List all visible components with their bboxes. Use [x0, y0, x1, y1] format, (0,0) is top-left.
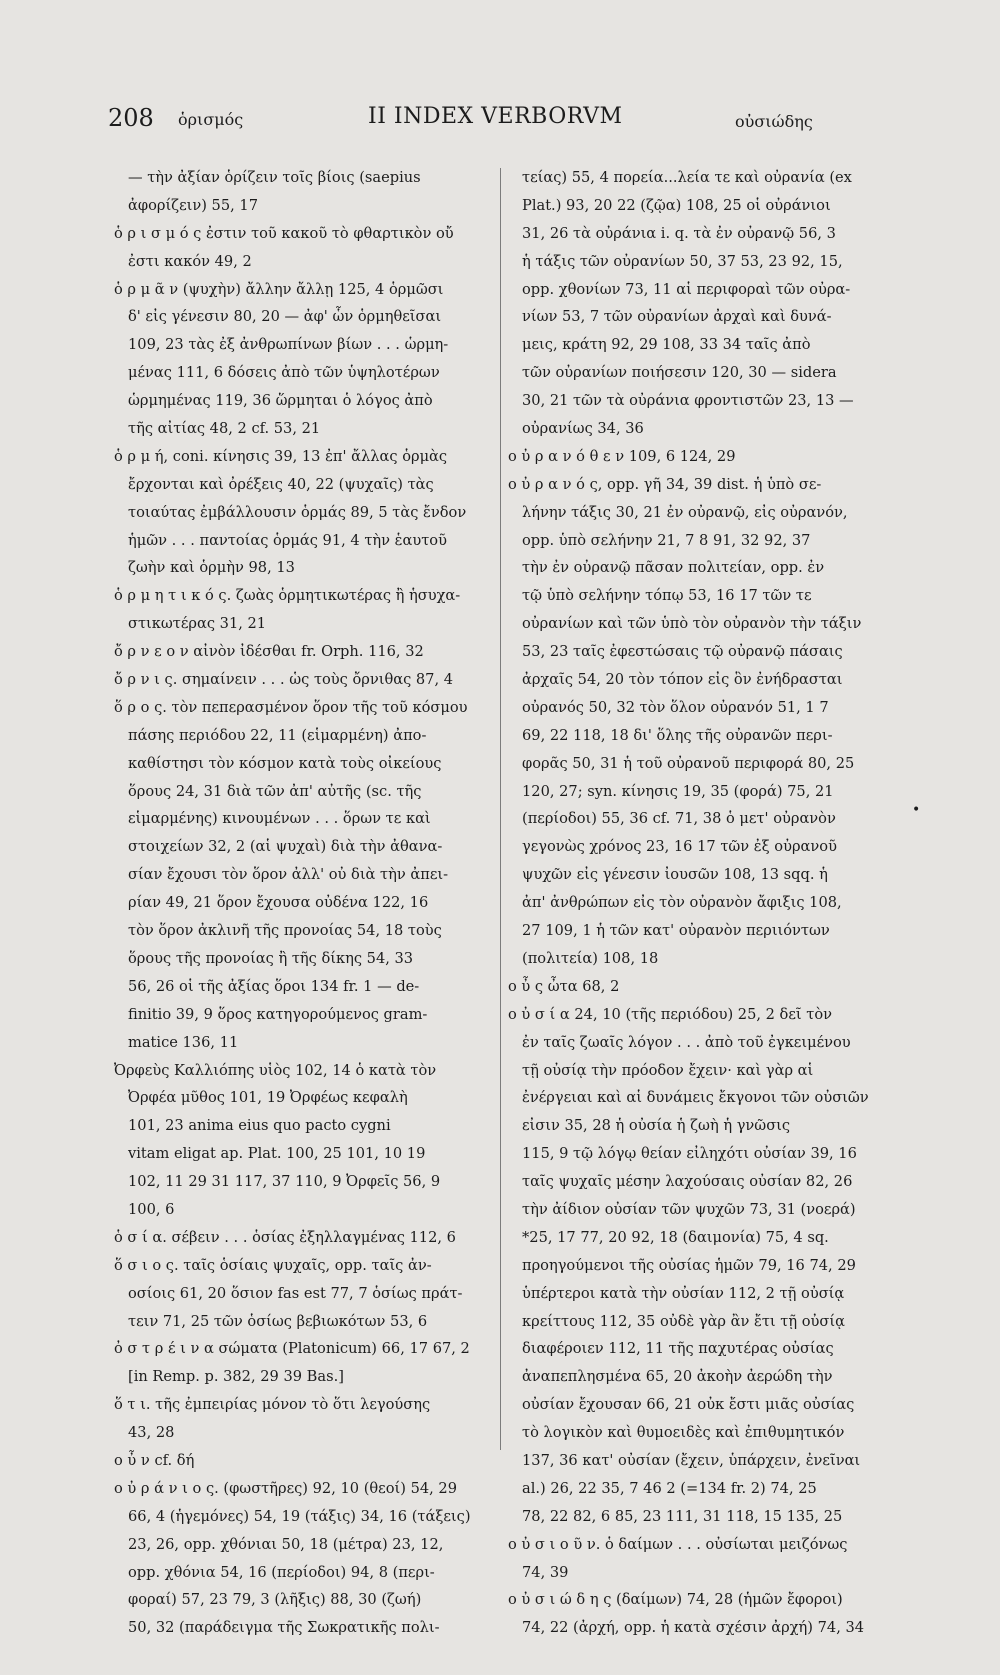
index-line: τῆς αἰτίας 48, 2 cf. 53, 21 [128, 420, 321, 438]
index-line: ο ὐ ρ ά ν ι ο ς. (φωστῆρες) 92, 10 (θεοί) 54, 29 [114, 1479, 457, 1497]
index-line: 66, 4 (ἡγεμόνες) 54, 19 (τάξις) 34, 16 (τάξεις) [128, 1507, 471, 1525]
index-line: κρείττους 112, 35 οὐδὲ γὰρ ἂν ἔτι τῇ οὐσίᾳ [522, 1312, 845, 1330]
index-line: *25, 17 77, 20 92, 18 (δαιμονία) 75, 4 sq. [522, 1228, 829, 1246]
index-line: ψυχῶν εἰς γένεσιν ἰουσῶν 108, 13 sqq. ἡ [522, 866, 828, 884]
index-line: Ὀρφεὺς Καλλιόπης υἱὸς 102, 14 ὁ κατὰ τὸν [114, 1061, 437, 1079]
index-line: 115, 9 τῷ λόγῳ θείαν εἰληχότι οὐσίαν 39, 16 [522, 1145, 857, 1163]
index-line: φοραί) 57, 23 79, 3 (λῆξις) 88, 30 (ζωή) [128, 1591, 422, 1609]
column-divider [500, 168, 501, 1450]
index-line: 43, 28 [128, 1424, 175, 1442]
margin-mark: • [912, 802, 921, 818]
index-line: τοιαύτας ἐμβάλλουσιν ὁρμάς 89, 5 τὰς ἔνδον [128, 503, 467, 521]
index-line: πάσης περιόδου 22, 11 (εἱμαρμένη) ἀπο- [128, 726, 427, 744]
index-line: finitio 39, 9 ὅρος κατηγορούμενος gram- [128, 1005, 428, 1023]
index-line: 27 109, 1 ἡ τῶν κατ' οὐρανὸν περιιόντων [522, 922, 830, 940]
index-line: λήνην τάξις 30, 21 ἐν οὐρανῷ, εἰς οὐρανόν, [522, 503, 848, 521]
index-line: στοιχείων 32, 2 (αἱ ψυχαὶ) διὰ τὴν ἀθανα- [128, 838, 443, 856]
index-line: ὅ σ ι ο ς. ταῖς ὁσίαις ψυχαῖς, opp. ταῖς ἀν- [114, 1256, 432, 1274]
index-line: 74, 22 (ἀρχή, opp. ἡ κατὰ σχέσιν ἀρχή) 74, 34 [522, 1619, 865, 1637]
index-line: γεγονὼς χρόνος 23, 16 17 τῶν ἐξ οὐρανοῦ [522, 838, 837, 856]
index-line: εἱμαρμένης) κινουμένων . . . ὅρων τε καὶ [128, 810, 431, 828]
index-line: ὅρους τῆς προνοίας ἢ τῆς δίκης 54, 33 [128, 949, 414, 967]
index-line: τῇ οὐσίᾳ τὴν πρόοδον ἔχειν· καὶ γὰρ αἱ [522, 1061, 814, 1079]
index-line: 50, 32 (παράδειγμα τῆς Σωκρατικῆς πολι- [128, 1619, 440, 1637]
index-line: ταῖς ψυχαῖς μέσην λαχούσαις οὐσίαν 82, 26 [522, 1173, 853, 1191]
index-line: 137, 36 κατ' οὐσίαν (ἔχειν, ὑπάρχειν, ἐνεῖναι [522, 1451, 861, 1469]
index-line: ἐν ταῖς ζωαῖς λόγον . . . ἀπὸ τοῦ ἐγκειμένου [522, 1033, 851, 1051]
index-line: 31, 26 τὰ οὐράνια i. q. τὰ ἐν οὐρανῷ 56, 3 [522, 224, 836, 242]
index-line: οὐρανίως 34, 36 [522, 420, 644, 438]
index-line: μεις, κράτη 92, 29 108, 33 34 ταῖς ἀπὸ [522, 336, 811, 354]
index-line: ὄ ρ ν ι ς. σημαίνειν . . . ὡς τοὺς ὄρνιθας 87, 4 [114, 671, 454, 689]
index-line: 30, 21 τῶν τὰ οὐράνια φροντιστῶν 23, 13 — [522, 392, 854, 410]
index-line: τὸν ὅρον ἀκλινῆ τῆς προνοίας 54, 18 τοὺς [128, 922, 442, 940]
index-line: opp. χθόνια 54, 16 (περίοδοι) 94, 8 (περι- [128, 1563, 435, 1581]
index-line: 102, 11 29 31 117, 37 110, 9 Ὀρφεῖς 56, 9 [128, 1173, 441, 1191]
index-line: ἀρχαῖς 54, 20 τὸν τόπον εἰς ὃν ἐνήδρασται [522, 671, 843, 689]
index-line: ο ὖ ν cf. δή [114, 1451, 195, 1469]
index-line: 120, 27; syn. κίνησις 19, 35 (φορά) 75, 21 [522, 782, 834, 800]
index-line: ὅ τ ι. τῆς ἐμπειρίας μόνον τὸ ὅτι λεγούσης [114, 1396, 431, 1414]
index-line: 100, 6 [128, 1200, 175, 1218]
index-line: ὁ ρ ι σ μ ό ς ἐστιν τοῦ κακοῦ τὸ φθαρτικὸν οὔ [114, 224, 454, 242]
index-line: τειν 71, 25 τῶν ὁσίως βεβιωκότων 53, 6 [128, 1312, 428, 1330]
index-line: τὴν ἀίδιον οὐσίαν τῶν ψυχῶν 73, 31 (νοερά) [522, 1200, 856, 1218]
index-line: 109, 23 τὰς ἐξ ἀνθρωπίνων βίων . . . ὡρμη- [128, 336, 449, 354]
index-line: (περίοδοι) 55, 36 cf. 71, 38 ὁ μετ' οὐρανὸν [522, 810, 836, 828]
right-column [508, 164, 898, 1642]
index-line: ο ὖ ς ὦτα 68, 2 [508, 977, 620, 995]
index-line: 23, 26, opp. χθόνιαι 50, 18 (μέτρα) 23, 12, [128, 1535, 444, 1553]
index-line: al.) 26, 22 35, 7 46 2 (=134 fr. 2) 74, 25 [522, 1479, 817, 1497]
index-line: ὁ ρ μ ᾶ ν (ψυχὴν) ἄλλην ἄλλῃ 125, 4 ὁρμῶσι [114, 280, 444, 298]
index-line: matice 136, 11 [128, 1033, 239, 1051]
index-line: ὁ ρ μ η τ ι κ ό ς. ζωὰς ὁρμητικωτέρας ἢ ἡσυχα- [114, 587, 461, 605]
index-line: ο ὐ σ ι ο ῦ ν. ὁ δαίμων . . . οὐσίωται μειζόνως [508, 1535, 848, 1553]
index-line: ο ὐ σ ί α 24, 10 (τῆς περιόδου) 25, 2 δεῖ τὸν [508, 1005, 832, 1023]
index-line: vitam eligat ap. Plat. 100, 25 101, 10 19 [128, 1145, 426, 1163]
index-line: ο ὐ ρ α ν ό θ ε ν 109, 6 124, 29 [508, 447, 736, 465]
index-line: ἐνέργειαι καὶ αἱ δυνάμεις ἔκγονοι τῶν οὐσιῶν [522, 1089, 869, 1107]
index-line: ὁ ρ μ ή, coni. κίνησις 39, 13 ἐπ' ἄλλας ὁρμὰς [114, 447, 448, 465]
index-line: ἀναπεπλησμένα 65, 20 ἀκοὴν ἀερώδη τὴν [522, 1368, 833, 1386]
index-line: 69, 22 118, 18 δι' ὅλης τῆς οὐρανῶν περι- [522, 726, 833, 744]
running-title: II INDEX VERBORVM [368, 104, 623, 129]
index-line: ζωὴν καὶ ὁρμὴν 98, 13 [128, 559, 295, 577]
index-line: οὐρανίων καὶ τῶν ὑπὸ τὸν οὐρανὸν τὴν τάξιν [522, 615, 862, 633]
index-line: δ' εἰς γένεσιν 80, 20 — ἀφ' ὧν ὁρμηθεῖσαι [128, 308, 442, 326]
index-line: Plat.) 93, 20 22 (ζῷα) 108, 25 οἱ οὐράνιοι [522, 196, 831, 214]
index-line: (πολιτεία) 108, 18 [522, 949, 659, 967]
index-line: νίων 53, 7 τῶν οὐρανίων ἀρχαὶ καὶ δυνά- [522, 308, 832, 326]
index-line: ὅ ρ ο ς. τὸν πεπερασμένον ὅρον τῆς τοῦ κόσμου [114, 698, 468, 716]
index-line: Ὀρφέα μῦθος 101, 19 Ὀρφέως κεφαλὴ [128, 1089, 408, 1107]
index-line: ἐστι κακόν 49, 2 [128, 252, 252, 270]
index-line: καθίστησι τὸν κόσμον κατὰ τοὺς οἰκείους [128, 754, 442, 772]
index-line: ὁ σ ί α. σέβειν . . . ὁσίας ἐξηλλαγμένας 112, 6 [114, 1228, 456, 1246]
index-line: ἡ τάξις τῶν οὐρανίων 50, 37 53, 23 92, 15, [522, 252, 843, 270]
index-line: opp. ὑπὸ σελήνην 21, 7 8 91, 32 92, 37 [522, 531, 811, 549]
index-line: 53, 23 ταῖς ἐφεστώσαις τῷ οὐρανῷ πάσαις [522, 643, 843, 661]
index-line: διαφέροιεν 112, 11 τῆς παχυτέρας οὐσίας [522, 1340, 834, 1358]
index-line: ὅρους 24, 31 διὰ τῶν ἀπ' αὐτῆς (sc. τῆς [128, 782, 422, 800]
index-line: οὐσίαν ἔχουσαν 66, 21 οὐκ ἔστι μιᾶς οὐσίας [522, 1396, 855, 1414]
index-line: ἀφορίζειν) 55, 17 [128, 196, 258, 214]
header-right-catchword: οὐσιώδης [735, 112, 813, 131]
index-line: 101, 23 anima eius quo pacto cygni [128, 1117, 391, 1135]
page-number: 208 [108, 104, 154, 132]
index-line: οσίοις 61, 20 ὅσιον fas est 77, 7 ὁσίως πράτ- [128, 1284, 463, 1302]
page-header [0, 104, 1000, 140]
index-line: ο ὐ ρ α ν ό ς, opp. γῆ 34, 39 dist. ἡ ὑπὸ σε- [508, 475, 822, 493]
index-line: ρίαν 49, 21 ὅρον ἔχουσα οὐδένα 122, 16 [128, 894, 429, 912]
index-line: ὑπέρτεροι κατὰ τὴν οὐσίαν 112, 2 τῇ οὐσίᾳ [522, 1284, 845, 1302]
left-column [114, 164, 496, 1642]
index-line: τείας) 55, 4 πορεία...λεία τε καὶ οὐρανία (ex [522, 169, 852, 186]
index-line: ὡρμημένας 119, 36 ὥρμηται ὁ λόγος ἀπὸ [128, 392, 433, 410]
index-line: τῷ ὑπὸ σελήνην τόπῳ 53, 16 17 τῶν τε [522, 587, 812, 605]
index-line: 74, 39 [522, 1563, 569, 1581]
index-line: ἀπ' ἀνθρώπων εἰς τὸν οὐρανὸν ἄφιξις 108, [522, 894, 842, 912]
index-line: τὸ λογικὸν καὶ θυμοειδὲς καὶ ἐπιθυμητικόν [522, 1424, 845, 1442]
index-line: στικωτέρας 31, 21 [128, 615, 267, 633]
index-line: ὄ ρ ν ε ο ν αἰνὸν ἰδέσθαι fr. Orph. 116, 32 [114, 643, 424, 661]
index-line: 78, 22 82, 6 85, 23 111, 31 118, 15 135, 25 [522, 1507, 843, 1525]
index-line: ἡμῶν . . . παντοίας ὁρμάς 91, 4 τὴν ἑαυτοῦ [128, 531, 447, 549]
index-line: 56, 26 οἱ τῆς ἀξίας ὅροι 134 fr. 1 — de- [128, 977, 420, 995]
index-line: τὴν ἐν οὐρανῷ πᾶσαν πολιτείαν, opp. ἐν [522, 559, 825, 577]
index-line: σίαν ἔχουσι τὸν ὅρον ἀλλ' οὐ διὰ τὴν ἀπει- [128, 866, 449, 884]
index-line: εἰσιν 35, 28 ἡ οὐσία ἡ ζωὴ ἡ γνῶσις [522, 1117, 791, 1135]
index-line: οὐρανός 50, 32 τὸν ὅλον οὐρανόν 51, 1 7 [522, 698, 829, 716]
header-left-catchword: ὁρισμός [178, 110, 244, 129]
index-line: ὀ σ τ ρ έ ι ν α σώματα (Platonicum) 66, 17 67, 2 [114, 1340, 470, 1358]
index-line: [in Remp. p. 382, 29 39 Bas.] [128, 1368, 344, 1386]
index-line: τῶν οὐρανίων ποιήσεσιν 120, 30 — sidera [522, 364, 837, 382]
index-line: προηγούμενοι τῆς οὐσίας ἡμῶν 79, 16 74, 29 [522, 1256, 856, 1274]
index-line: φορᾶς 50, 31 ἡ τοῦ οὐρανοῦ περιφορά 80, 25 [522, 754, 855, 772]
index-line: μένας 111, 6 δόσεις ἀπὸ τῶν ὑψηλοτέρων [128, 364, 440, 382]
index-line: — τὴν ἀξίαν ὁρίζειν τοῖς βίοις (saepius [128, 169, 421, 186]
index-line: opp. χθονίων 73, 11 αἱ περιφοραὶ τῶν οὐρα- [522, 280, 851, 298]
index-line: ο ὐ σ ι ώ δ η ς (δαίμων) 74, 28 (ἡμῶν ἔφοροι) [508, 1591, 843, 1609]
index-line: ἔρχονται καὶ ὀρέξεις 40, 22 (ψυχαῖς) τὰς [128, 475, 434, 493]
